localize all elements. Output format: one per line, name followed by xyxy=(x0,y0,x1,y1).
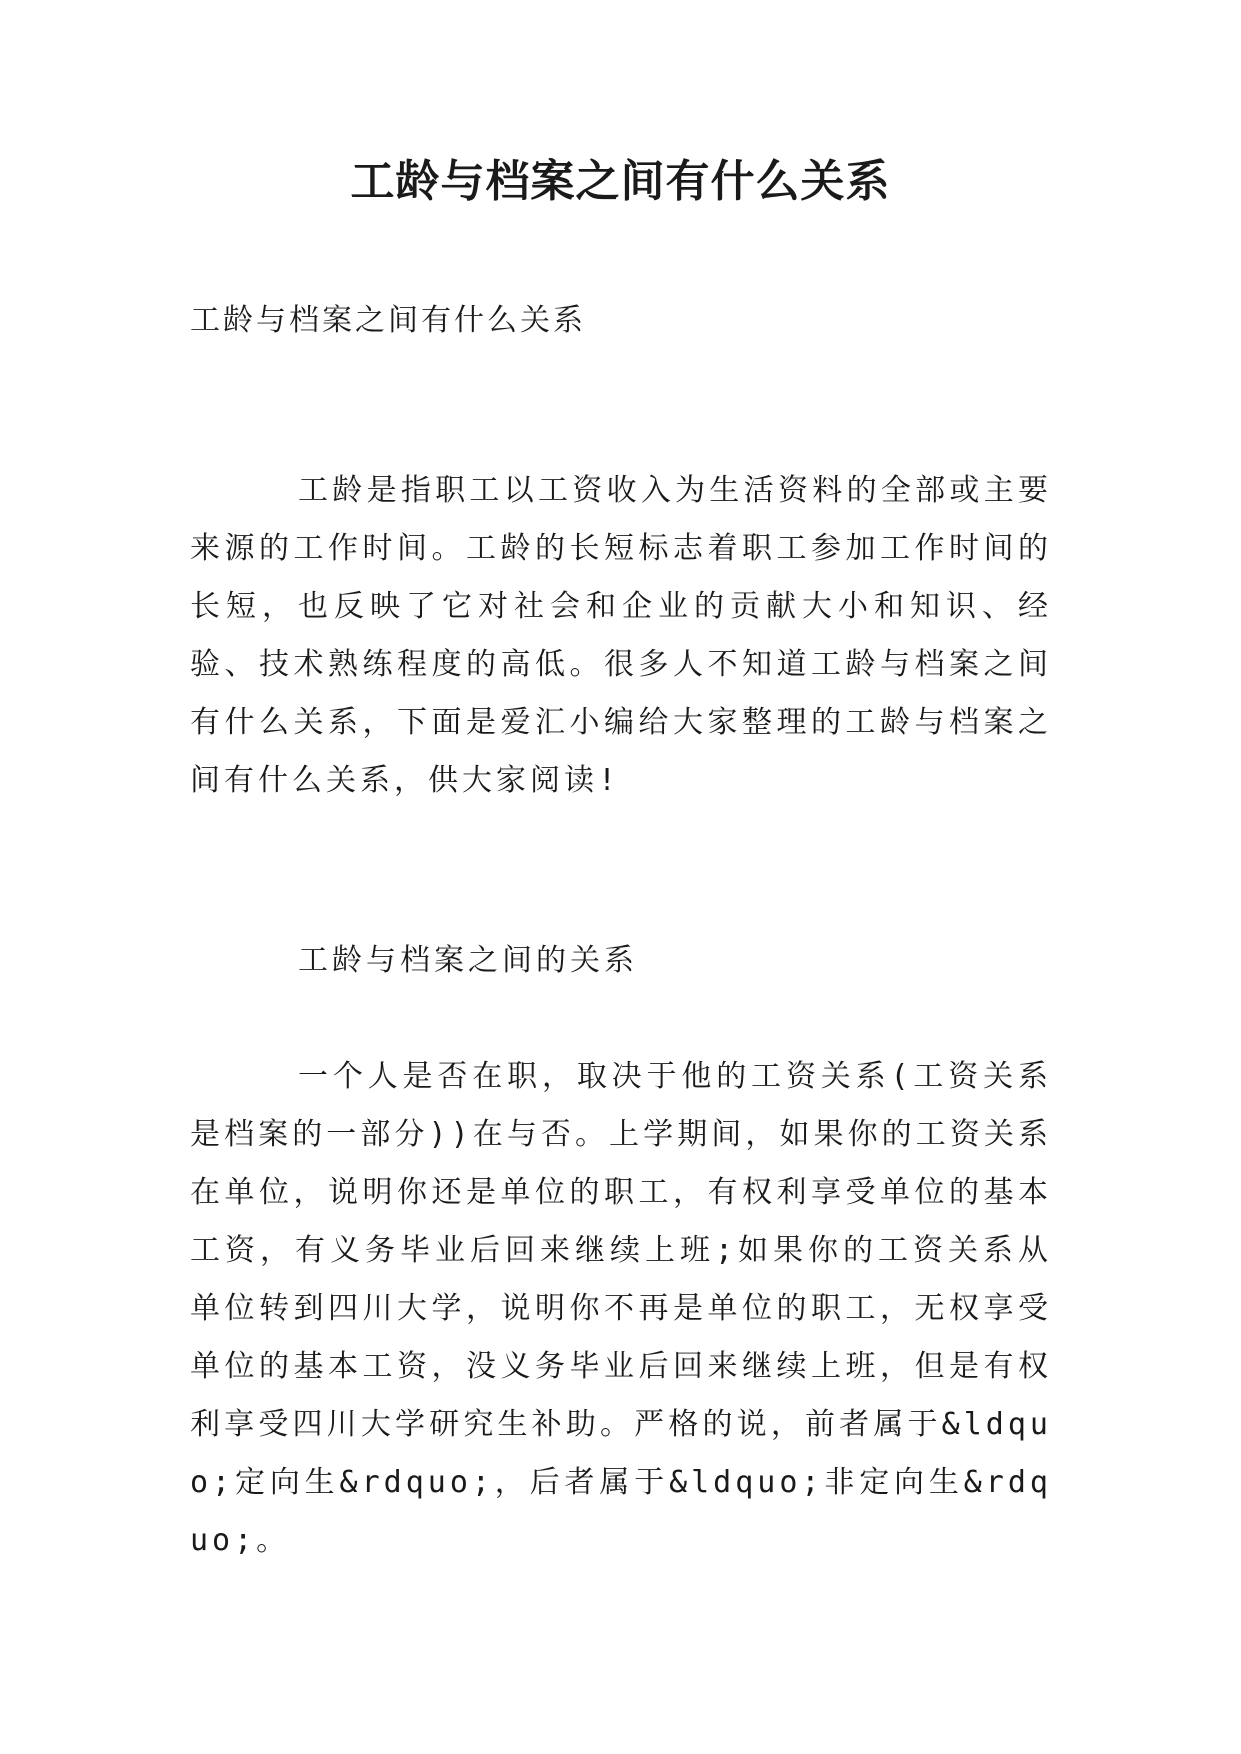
body-paragraph: 一个人是否在职，取决于他的工资关系(工资关系是档案的一部分))在与否。上学期间，如果你的工资关系在单位，说明你还是单位的职工，有权利享受单位的基本工资，有义务毕业后回来继续上班;如果你的工资关系从单位转到四川大学，说明你不再是单位的职工，无权享受单位的基本工资，没义务毕业后回来继续上班，但是有权利享受四川大学研究生补助。严格的说，前者属于&ldquo;定向生&rdquo;，后者属于&ldquo;非定向生&rdquo;。 xyxy=(190,1059,1052,1558)
document-title: 工龄与档案之间有什么关系 xyxy=(350,156,891,207)
document-subtitle: 工龄与档案之间有什么关系 xyxy=(190,303,586,338)
intro-paragraph: 工龄是指职工以工资收入为生活资料的全部或主要来源的工作时间。工龄的长短标志着职工参加工作时间的长短，也反映了它对社会和企业的贡献大小和知识、经验、技术熟练程度的高低。很多人不知道工龄与档案之间有什么关系，下面是爱汇小编给大家整理的工龄与档案之间有什么关系，供大家阅读! xyxy=(190,473,1052,798)
section-heading: 工龄与档案之间的关系 xyxy=(298,943,638,978)
